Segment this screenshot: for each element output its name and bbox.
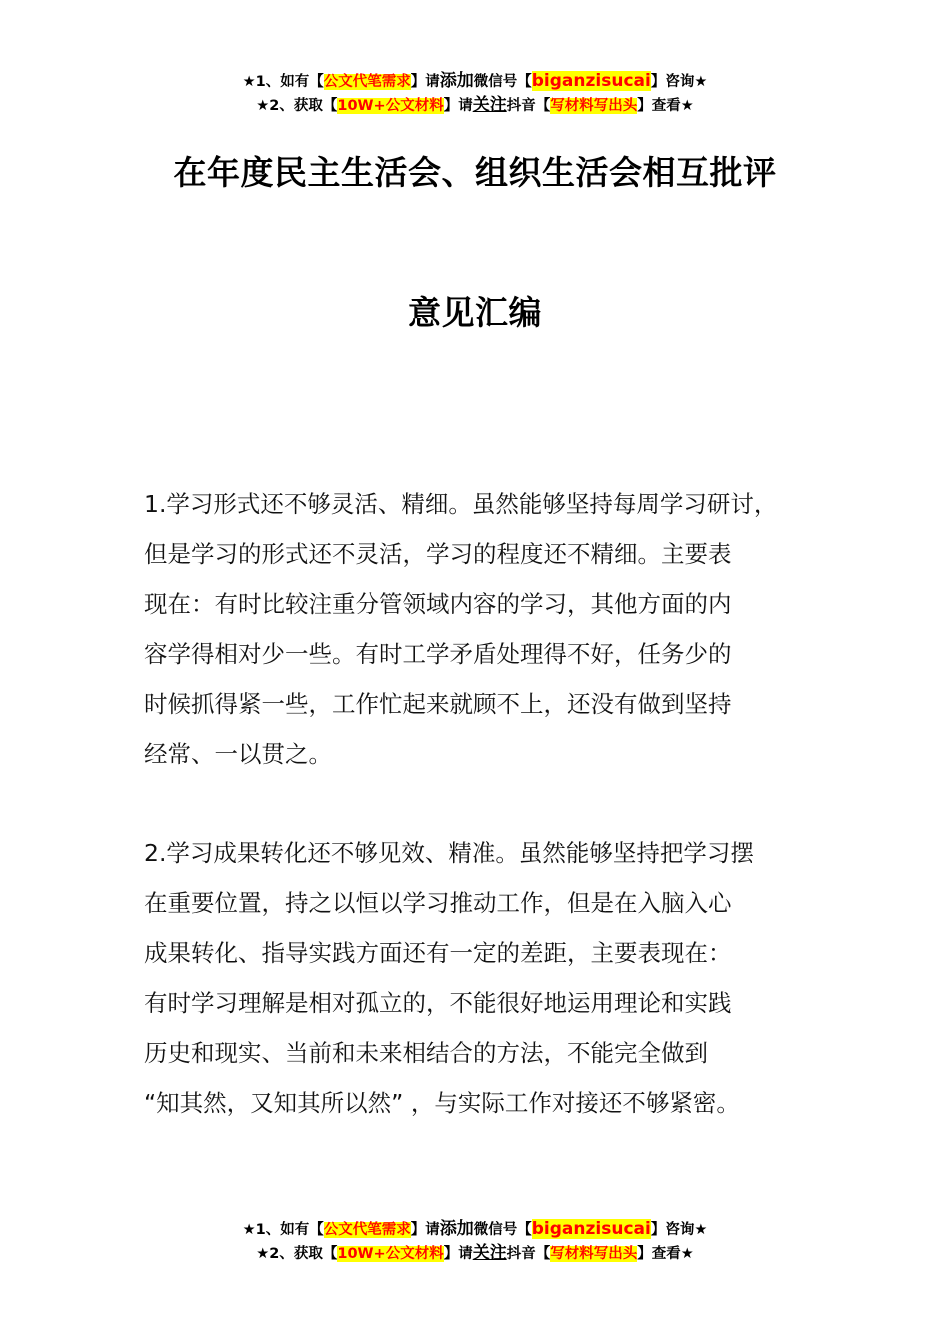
banner-emphasis: 关注 — [472, 95, 507, 115]
banner-line-2 — [0, 1242, 950, 1266]
banner-text: ★1、如有【 — [242, 1222, 324, 1238]
paragraph-line: 有时学习理解是相对孤立的，不能很好地运用理论和实践 — [144, 989, 732, 1017]
banner-text: 】请 — [410, 74, 440, 90]
banner-emphasis: 添加 — [439, 1219, 474, 1239]
banner-text: 】查看★ — [637, 1246, 694, 1262]
paragraph-line: 经常、一以贯之。 — [144, 740, 332, 768]
document-title-line-1: 在年度民主生活会、组织生活会相互批评 — [173, 153, 777, 192]
banner-text: 】查看★ — [637, 98, 694, 114]
paragraph-line: 但是学习的形式还不灵活，学习的程度还不精细。主要表 — [144, 540, 732, 568]
highlight-service: 公文代笔需求 — [323, 1222, 411, 1238]
highlight-wechat-id: biganzisucai — [531, 71, 651, 91]
banner-text: 】咨询★ — [650, 74, 708, 90]
banner-text: 】请 — [443, 1246, 473, 1262]
paragraph-2 — [144, 828, 834, 1128]
banner-emphasis: 添加 — [439, 71, 474, 91]
highlight-douyin-id: 写材料写出头 — [550, 1246, 638, 1262]
paragraph-line: 容学得相对少一些。有时工学矛盾处理得不好，任务少的 — [144, 640, 732, 668]
paragraph-line: 2.学习成果转化还不够见效、精准。虽然能够坚持把学习摆 — [144, 839, 754, 867]
paragraph-line: 在重要位置，持之以恒以学习推动工作，但是在入脑入心 — [144, 889, 732, 917]
banner-text: 微信号【 — [473, 1222, 532, 1238]
banner-line-1 — [0, 1218, 950, 1242]
banner-line-2 — [0, 94, 950, 118]
document-title-line-2: 意见汇编 — [408, 293, 542, 332]
highlight-wechat-id: biganzisucai — [531, 1219, 651, 1239]
paragraph-line: 历史和现实、当前和未来相结合的方法，不能完全做到 — [144, 1039, 708, 1067]
paragraph-line: 现在：有时比较注重分管领域内容的学习，其他方面的内 — [144, 590, 732, 618]
highlight-service: 公文代笔需求 — [323, 74, 411, 90]
banner-line-1 — [0, 70, 950, 94]
paragraph-line: 成果转化、指导实践方面还有一定的差距，主要表现在： — [144, 939, 732, 967]
header-banner — [0, 70, 950, 118]
banner-text: 微信号【 — [473, 74, 532, 90]
paragraph-line: 1.学习形式还不够灵活、精细。虽然能够坚持每周学习研讨， — [144, 490, 778, 518]
paragraph-line: “知其然，又知其所以然” ，与实际工作对接还不够紧密。 — [144, 1089, 740, 1117]
banner-text: 】请 — [410, 1222, 440, 1238]
banner-text: 】咨询★ — [650, 1222, 708, 1238]
banner-text: 抖音【 — [506, 1246, 551, 1262]
banner-text: ★2、获取【 — [256, 1246, 338, 1262]
banner-text: ★2、获取【 — [256, 98, 338, 114]
banner-emphasis: 关注 — [472, 1243, 507, 1263]
banner-text: ★1、如有【 — [242, 74, 324, 90]
highlight-materials: 10W+公文材料 — [337, 98, 444, 114]
highlight-materials: 10W+公文材料 — [337, 1246, 444, 1262]
banner-text: 抖音【 — [506, 98, 551, 114]
banner-text: 】请 — [443, 98, 473, 114]
paragraph-line: 时候抓得紧一些，工作忙起来就顾不上，还没有做到坚持 — [144, 690, 732, 718]
footer-banner — [0, 1218, 950, 1266]
paragraph-1 — [144, 479, 834, 779]
highlight-douyin-id: 写材料写出头 — [550, 98, 638, 114]
